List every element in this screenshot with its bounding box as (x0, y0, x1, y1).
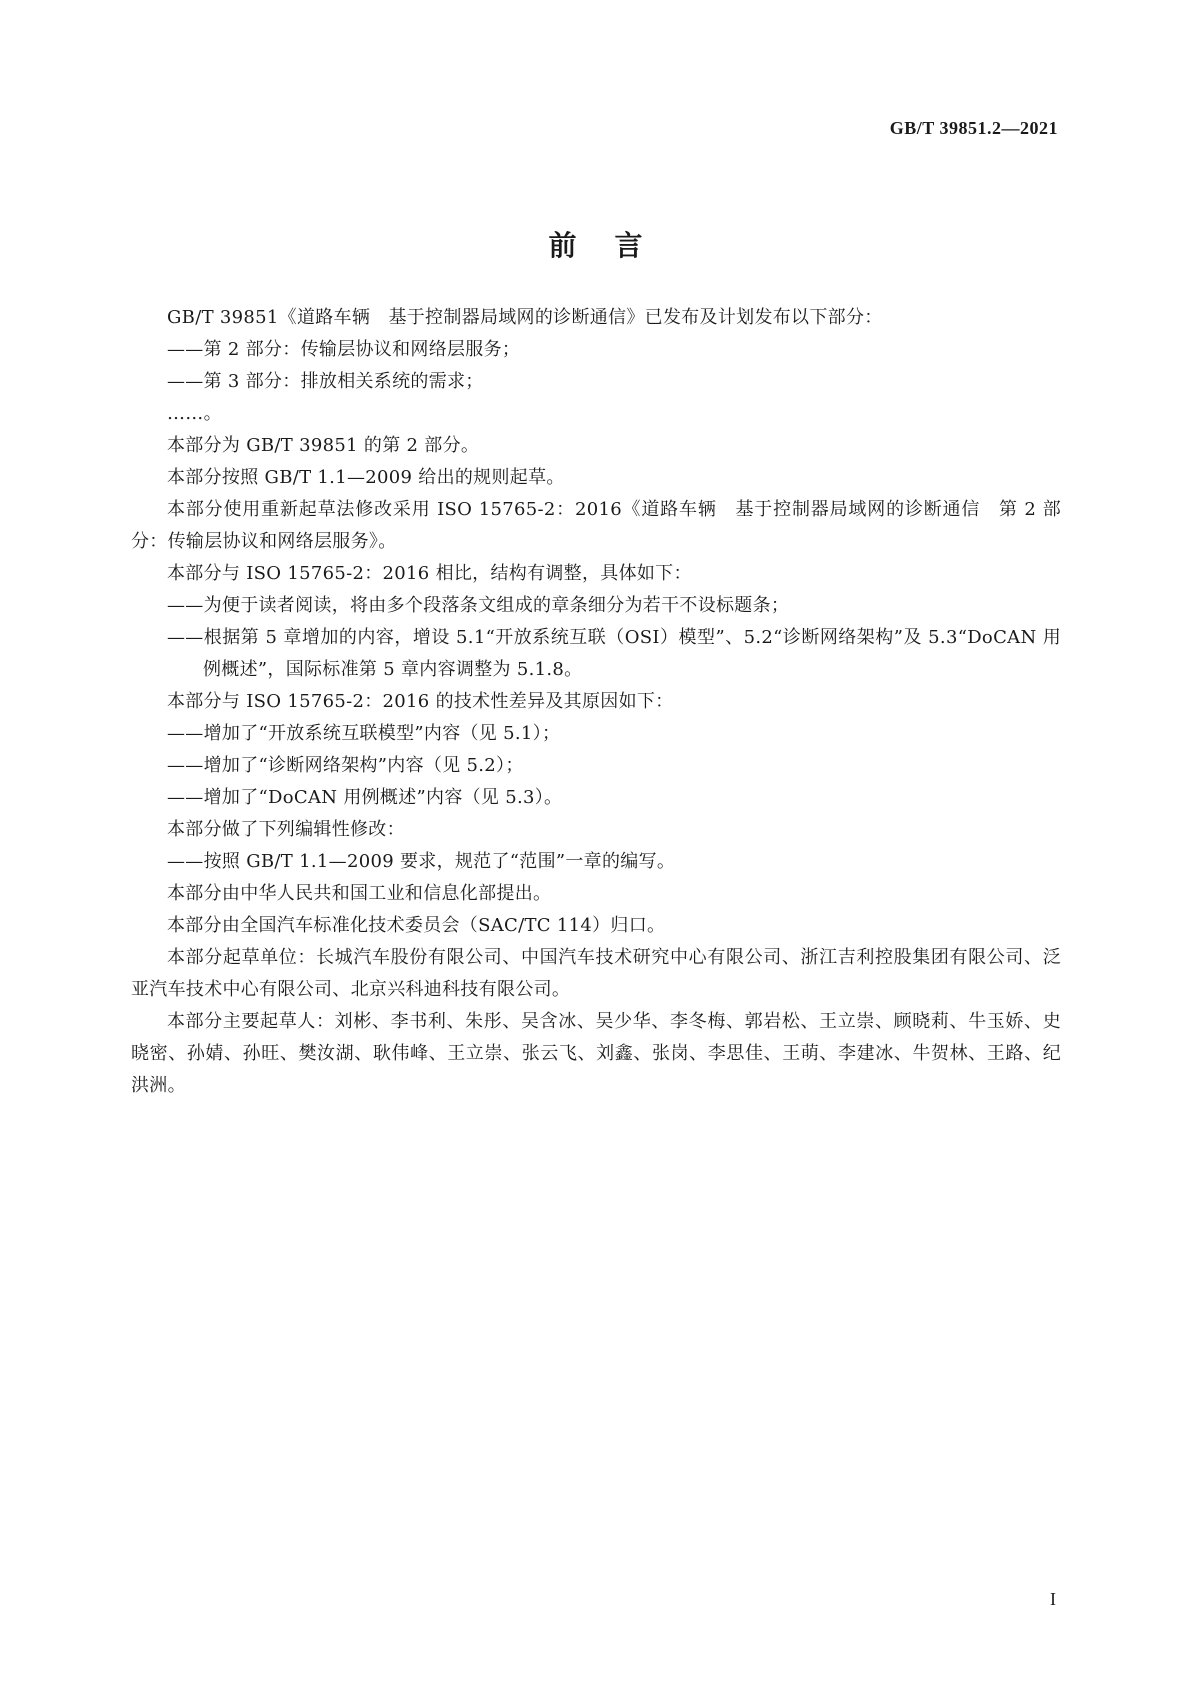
document-body (131, 302, 1061, 1102)
paragraph: 本部分主要起草人：刘彬、李书利、朱彤、吴含冰、吴少华、李冬梅、郭岩松、王立崇、顾晓莉、牛玉娇、史晓密、孙婧、孙旺、樊汝湖、耿伟峰、王立崇、张云飞、刘鑫、张岗、李思佳、王萌、李建冰、牛贺林、王路、纪洪洲。 (131, 1011, 1061, 1096)
page-title: 前言 (548, 229, 681, 262)
list-item: ——增加了“DoCAN 用例概述”内容（见 5.3）。 (167, 787, 563, 808)
paragraph: 本部分起草单位：长城汽车股份有限公司、中国汽车技术研究中心有限公司、浙江吉利控股集团有限公司、泛亚汽车技术中心有限公司、北京兴科迪科技有限公司。 (131, 947, 1061, 1000)
paragraph: 本部分做了下列编辑性修改： (167, 819, 405, 840)
paragraph: ……。 (167, 403, 222, 424)
list-item: ——为便于读者阅读，将由多个段落条文组成的章条细分为若干不设标题条； (167, 595, 790, 616)
paragraph: 本部分按照 GB/T 1.1—2009 给出的规则起草。 (167, 467, 565, 488)
list-item: ——增加了“开放系统互联模型”内容（见 5.1）； (167, 723, 561, 744)
paragraph: 本部分由全国汽车标准化技术委员会（SAC/TC 114）归口。 (167, 915, 666, 936)
list-item: ——第 2 部分：传输层协议和网络层服务； (167, 339, 521, 360)
list-item: ——根据第 5 章增加的内容，增设 5.1“开放系统互联（OSI）模型”、5.2“诊断网络架构”及 5.3“DoCAN 用例概述”，国际标准第 5 章内容调整为 5.1.8。 (167, 627, 1061, 680)
paragraph: 本部分使用重新起草法修改采用 ISO 15765-2：2016《道路车辆 基于控制器局域网的诊断通信 第 2 部分：传输层协议和网络层服务》。 (131, 499, 1061, 552)
paragraph: 本部分与 ISO 15765-2：2016 的技术性差异及其原因如下： (167, 691, 674, 712)
document-code: GB/T 39851.2—2021 (889, 118, 1058, 138)
paragraph: 本部分由中华人民共和国工业和信息化部提出。 (167, 883, 552, 904)
paragraph: 本部分与 ISO 15765-2：2016 相比，结构有调整，具体如下： (167, 563, 692, 584)
paragraph: GB/T 39851《道路车辆 基于控制器局域网的诊断通信》已发布及计划发布以下部分： (167, 307, 883, 328)
page-number: I (1050, 1589, 1056, 1609)
list-item: ——按照 GB/T 1.1—2009 要求，规范了“范围”一章的编写。 (167, 851, 676, 872)
paragraph: 本部分为 GB/T 39851 的第 2 部分。 (167, 435, 480, 456)
list-item: ——增加了“诊断网络架构”内容（见 5.2）； (167, 755, 524, 776)
list-item: ——第 3 部分：排放相关系统的需求； (167, 371, 484, 392)
